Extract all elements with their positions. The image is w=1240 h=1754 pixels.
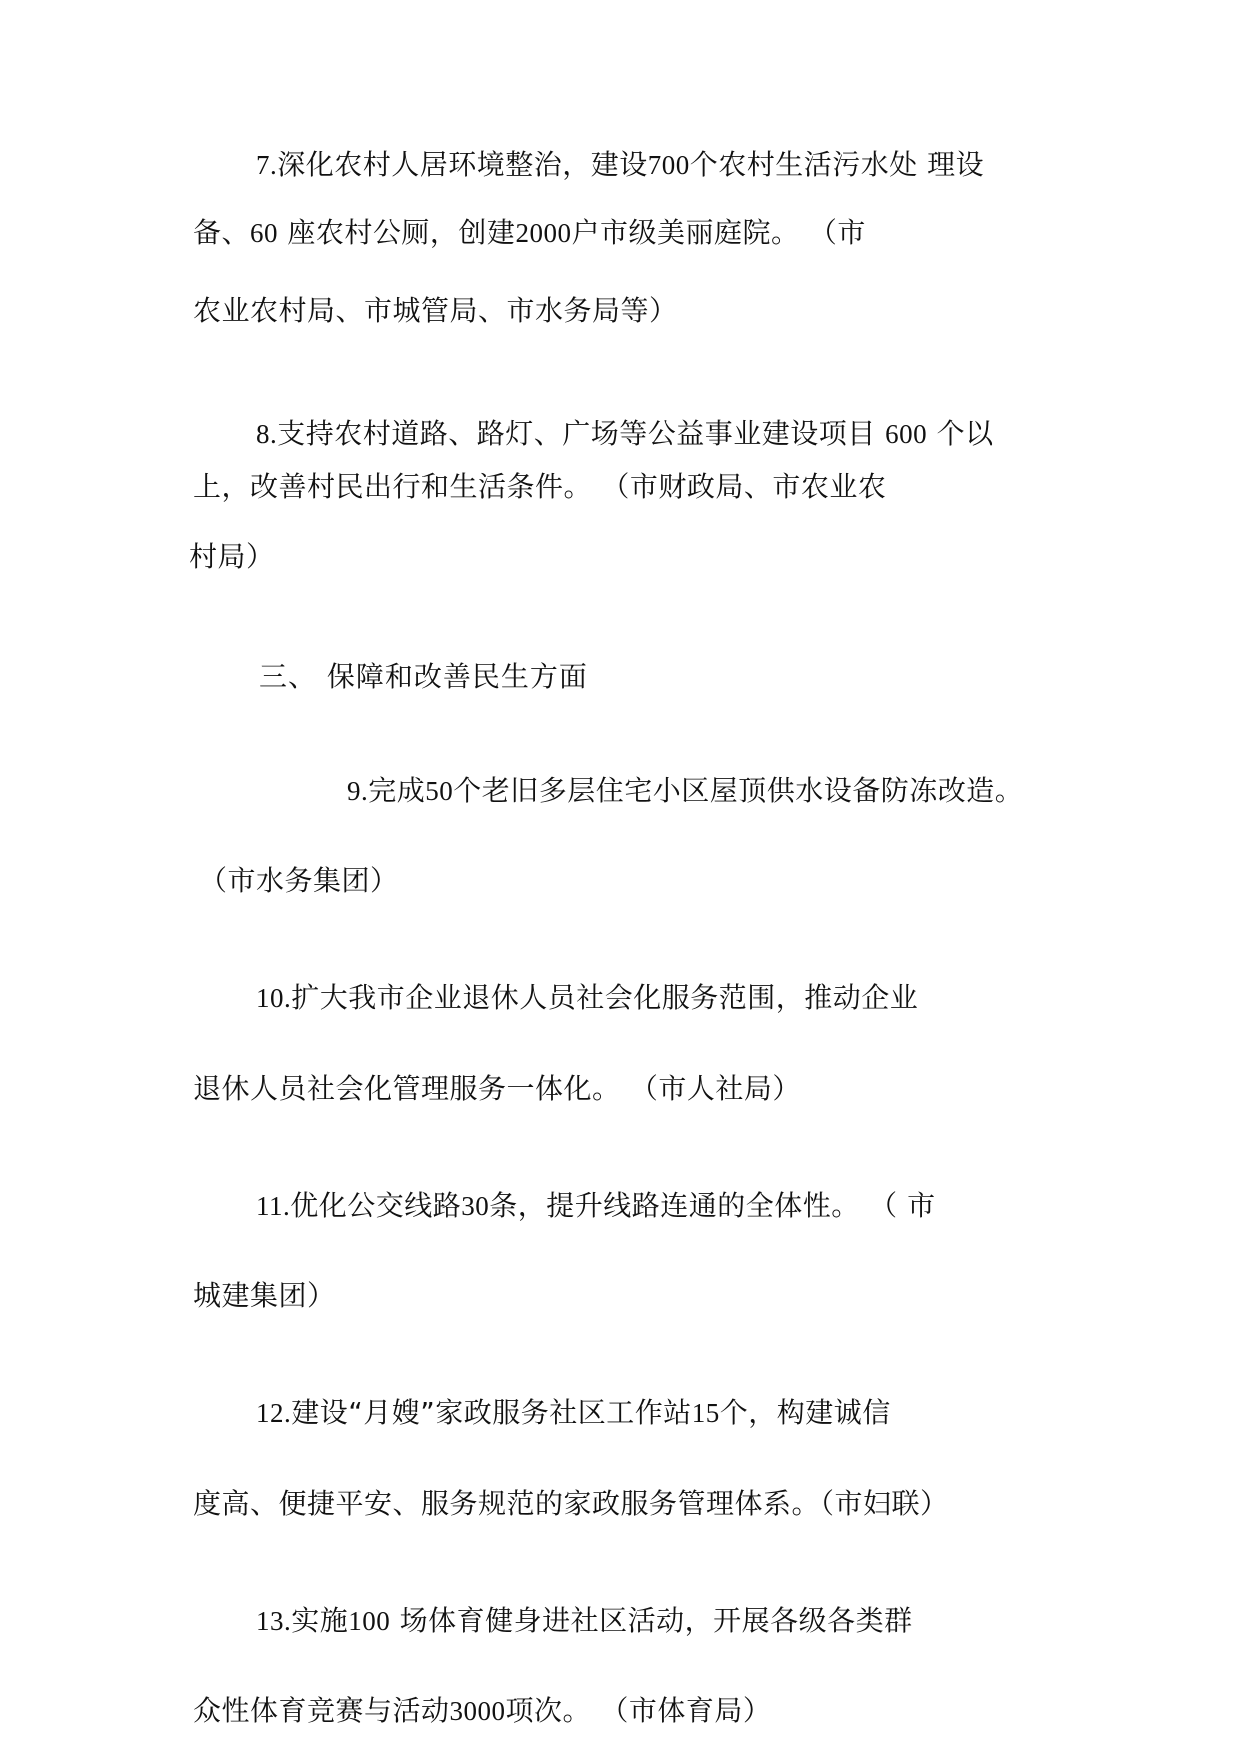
item-11-text-b: 条，提升线路连通的全体性。 （ 市	[489, 1189, 936, 1222]
item-11-count: 30	[461, 1191, 490, 1221]
item-8-line-3: 村局）	[189, 540, 275, 573]
item-11-text-a: 优化公交线路	[290, 1189, 462, 1222]
item-7-line-2-number: 60	[250, 218, 279, 248]
item-10-number: 10.	[256, 983, 292, 1013]
item-13-line-2-text-a: 众性体育竞赛与活动	[193, 1694, 450, 1727]
item-13-line-2	[193, 1691, 771, 1731]
item-9-number: 9.	[347, 776, 369, 806]
item-13-number: 13.	[256, 1606, 292, 1636]
item-9-line-2: （市水务集团）	[199, 864, 399, 897]
item-7-line-2-text-b: 座农村公厕，创建	[287, 216, 516, 249]
item-13-text-b: 场体育健身进社区活动，开展各级各类群	[399, 1604, 913, 1637]
item-8-number: 8.	[256, 419, 278, 449]
item-7-number: 7.	[256, 150, 278, 180]
item-13-line-2-number: 3000	[449, 1696, 506, 1726]
item-10-text: 扩大我市企业退休人员社会化服务范围，推动企业	[291, 981, 919, 1014]
item-12-line-1	[256, 1393, 891, 1433]
item-8-line-1	[256, 414, 994, 454]
item-8-count: 600	[885, 419, 928, 449]
section-3-heading: 三、 保障和改善民生方面	[259, 660, 588, 693]
item-9-count: 50	[425, 776, 454, 806]
item-7-line-2-number-2: 2000	[515, 218, 572, 248]
item-12-line-2: 度高、便捷平安、服务规范的家政服务管理体系。（市妇联）	[193, 1487, 949, 1520]
item-11-number: 11.	[256, 1191, 291, 1221]
item-7-line-1	[256, 145, 984, 185]
item-8-text-b: 个以	[936, 417, 994, 450]
item-12-number: 12.	[256, 1398, 292, 1428]
item-13-line-1	[256, 1601, 913, 1641]
item-11-line-1	[256, 1186, 936, 1226]
item-7-line-2-text-a: 备、	[193, 216, 251, 249]
item-7-line-2-text-c: 户市级美丽庭院。 （市	[571, 216, 866, 249]
item-9-text-b: 个老旧多层住宅小区屋顶供水设备防冻改造。	[453, 774, 1024, 807]
item-10-line-2: 退休人员社会化管理服务一体化。 （市人社局）	[193, 1072, 801, 1105]
item-8-line-2: 上，改善村民出行和生活条件。 （市财政局、市农业农	[193, 470, 887, 503]
item-9-text-a: 完成	[368, 774, 426, 807]
item-13-text-a: 实施	[291, 1604, 349, 1637]
item-7-text-b: 个农村生活污水处 理设	[689, 148, 985, 181]
item-12-text-a: 建设“月嫂”家政服务社区工作站	[291, 1396, 692, 1429]
item-7-line-3: 农业农村局、市城管局、市水务局等）	[193, 294, 678, 327]
item-13-count: 100	[348, 1606, 391, 1636]
item-9-line-1	[347, 771, 1023, 811]
item-12-text-b: 个，构建诚信	[719, 1396, 891, 1429]
item-8-text-a: 支持农村道路、路灯、广场等公益事业建设项目	[277, 417, 876, 450]
item-7-line-2	[193, 213, 866, 253]
item-12-count: 15	[691, 1398, 720, 1428]
item-7-text-a: 深化农村人居环境整治，建设	[277, 148, 648, 181]
item-10-line-1	[256, 978, 918, 1018]
item-11-line-2: 城建集团）	[193, 1279, 336, 1312]
item-13-line-2-text-b: 项次。 （市体育局）	[505, 1694, 772, 1727]
item-7-count: 700	[647, 150, 690, 180]
